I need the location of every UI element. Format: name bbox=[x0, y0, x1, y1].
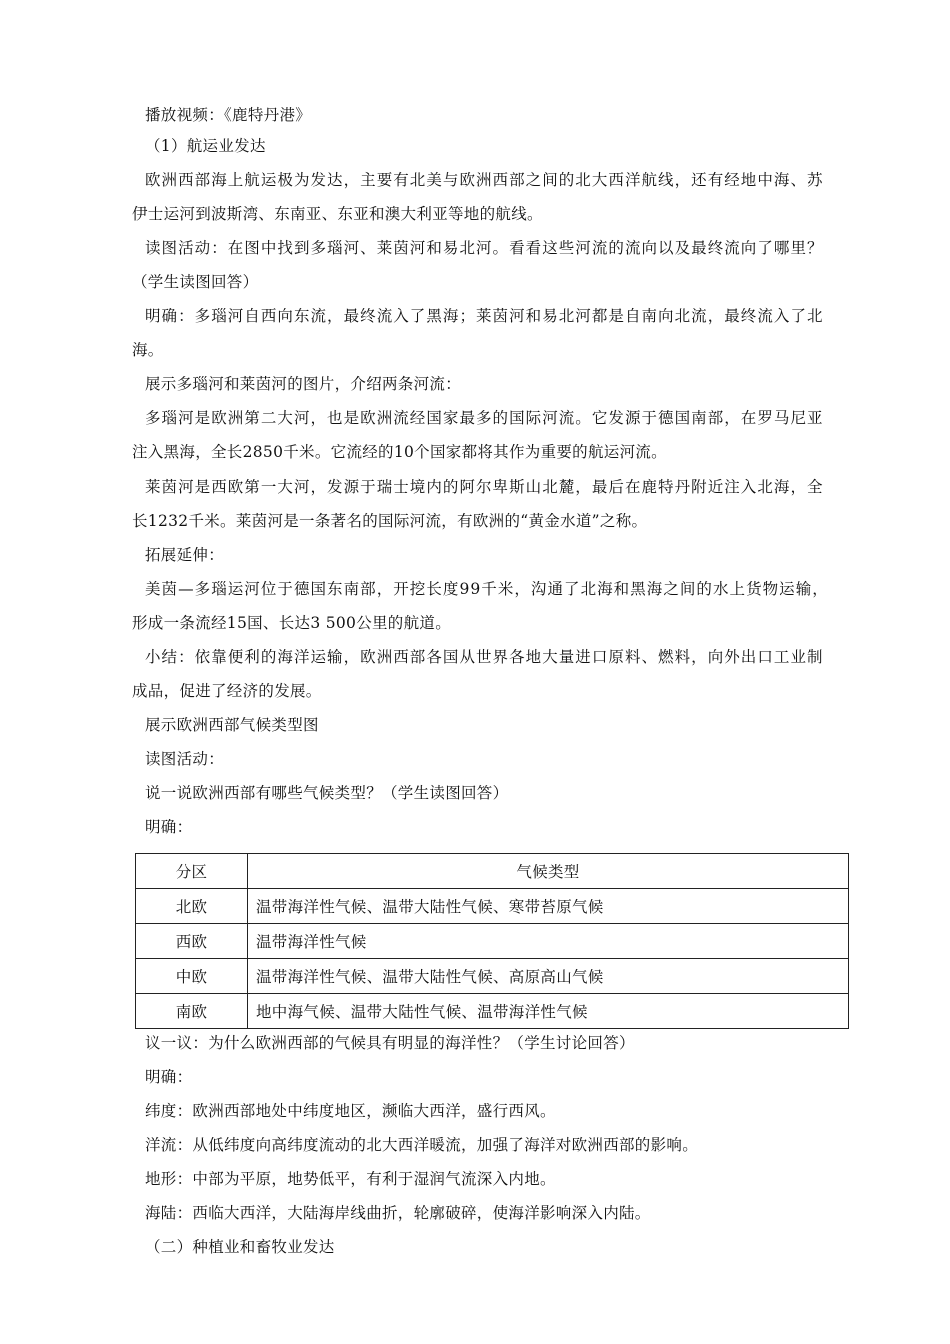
video-line: 播放视频：《鹿特丹港》 bbox=[145, 106, 312, 124]
section-heading-shipping: （1）航运业发达 bbox=[145, 137, 266, 155]
section-heading-farming: （二）种植业和畜牧业发达 bbox=[145, 1238, 335, 1256]
paragraph-line: 读图活动： bbox=[145, 750, 225, 768]
table-header-row bbox=[136, 854, 849, 889]
table-row bbox=[136, 994, 849, 1029]
paragraph-line: 拓展延伸： bbox=[145, 546, 225, 564]
table-cell-climate: 温带海洋性气候、温带大陆性气候、寒带苔原气候 bbox=[248, 889, 849, 924]
paragraph-line: 海陆：西临大西洋，大陆海岸线曲折，轮廓破碎，使海洋影响深入内陆。 bbox=[145, 1204, 651, 1222]
paragraph-line: 明确： bbox=[145, 1068, 193, 1086]
table-header-cell: 分区 bbox=[136, 854, 248, 889]
paragraph-line: 洋流：从低纬度向高纬度流动的北大西洋暖流，加强了海洋对欧洲西部的影响。 bbox=[145, 1136, 699, 1154]
table-cell-region: 中欧 bbox=[136, 959, 248, 994]
paragraph-line: 注入黑海，全长2850千米。它流经的10个国家都将其作为重要的航运河流。 bbox=[132, 443, 667, 461]
table-cell-region: 南欧 bbox=[136, 994, 248, 1029]
table-cell-climate: 温带海洋性气候 bbox=[248, 924, 849, 959]
climate-table bbox=[135, 853, 849, 1029]
paragraph-line: 海。 bbox=[132, 341, 164, 359]
paragraph-line: 莱茵河是西欧第一大河，发源于瑞士境内的阿尔卑斯山北麓，最后在鹿特丹附近注入北海，全 bbox=[145, 478, 824, 496]
paragraph-line: 展示欧洲西部气候类型图 bbox=[145, 716, 319, 734]
paragraph-line: 展示多瑙河和莱茵河的图片，介绍两条河流： bbox=[145, 375, 462, 393]
table-cell-region: 北欧 bbox=[136, 889, 248, 924]
table-cell-climate: 地中海气候、温带大陆性气候、温带海洋性气候 bbox=[248, 994, 849, 1029]
paragraph-line: （学生读图回答） bbox=[132, 273, 259, 291]
paragraph-line: 多瑙河是欧洲第二大河，也是欧洲流经国家最多的国际河流。它发源于德国南部，在罗马尼亚 bbox=[145, 409, 824, 427]
table-cell-region: 西欧 bbox=[136, 924, 248, 959]
paragraph-line: 长1232千米。莱茵河是一条著名的国际河流，有欧洲的“黄金水道”之称。 bbox=[132, 512, 648, 530]
table-header-cell: 气候类型 bbox=[248, 854, 849, 889]
table-row bbox=[136, 889, 849, 924]
paragraph-line: 说一说欧洲西部有哪些气候类型？（学生读图回答） bbox=[145, 784, 509, 802]
table-row bbox=[136, 924, 849, 959]
paragraph-line: 伊士运河到波斯湾、东南亚、东亚和澳大利亚等地的航线。 bbox=[132, 205, 543, 223]
discussion-question: 议一议：为什么欧洲西部的气候具有明显的海洋性？（学生讨论回答） bbox=[145, 1034, 635, 1052]
paragraph-line: 美茵—多瑙运河位于德国东南部，开挖长度99千米，沟通了北海和黑海之间的水上货物运输， bbox=[145, 580, 829, 598]
paragraph-line: 小结：依靠便利的海洋运输，欧洲西部各国从世界各地大量进口原料、燃料，向外出口工业制 bbox=[145, 648, 824, 666]
paragraph-line: 形成一条流经15国、长达3 500公里的航道。 bbox=[132, 614, 451, 632]
paragraph-line: 地形：中部为平原，地势低平，有利于湿润气流深入内地。 bbox=[145, 1170, 556, 1188]
paragraph-line: 纬度：欧洲西部地处中纬度地区，濒临大西洋，盛行西风。 bbox=[145, 1102, 556, 1120]
paragraph-line: 读图活动：在图中找到多瑙河、莱茵河和易北河。看看这些河流的流向以及最终流向了哪里？ bbox=[145, 239, 824, 257]
paragraph-line: 明确： bbox=[145, 818, 193, 836]
paragraph-line: 明确：多瑙河自西向东流，最终流入了黑海；莱茵河和易北河都是自南向北流，最终流入了北 bbox=[145, 307, 824, 325]
table-cell-climate: 温带海洋性气候、温带大陆性气候、高原高山气候 bbox=[248, 959, 849, 994]
table-row bbox=[136, 959, 849, 994]
paragraph-line: 欧洲西部海上航运极为发达，主要有北美与欧洲西部之间的北大西洋航线，还有经地中海、苏 bbox=[145, 171, 824, 189]
paragraph-line: 成品，促进了经济的发展。 bbox=[132, 682, 322, 700]
